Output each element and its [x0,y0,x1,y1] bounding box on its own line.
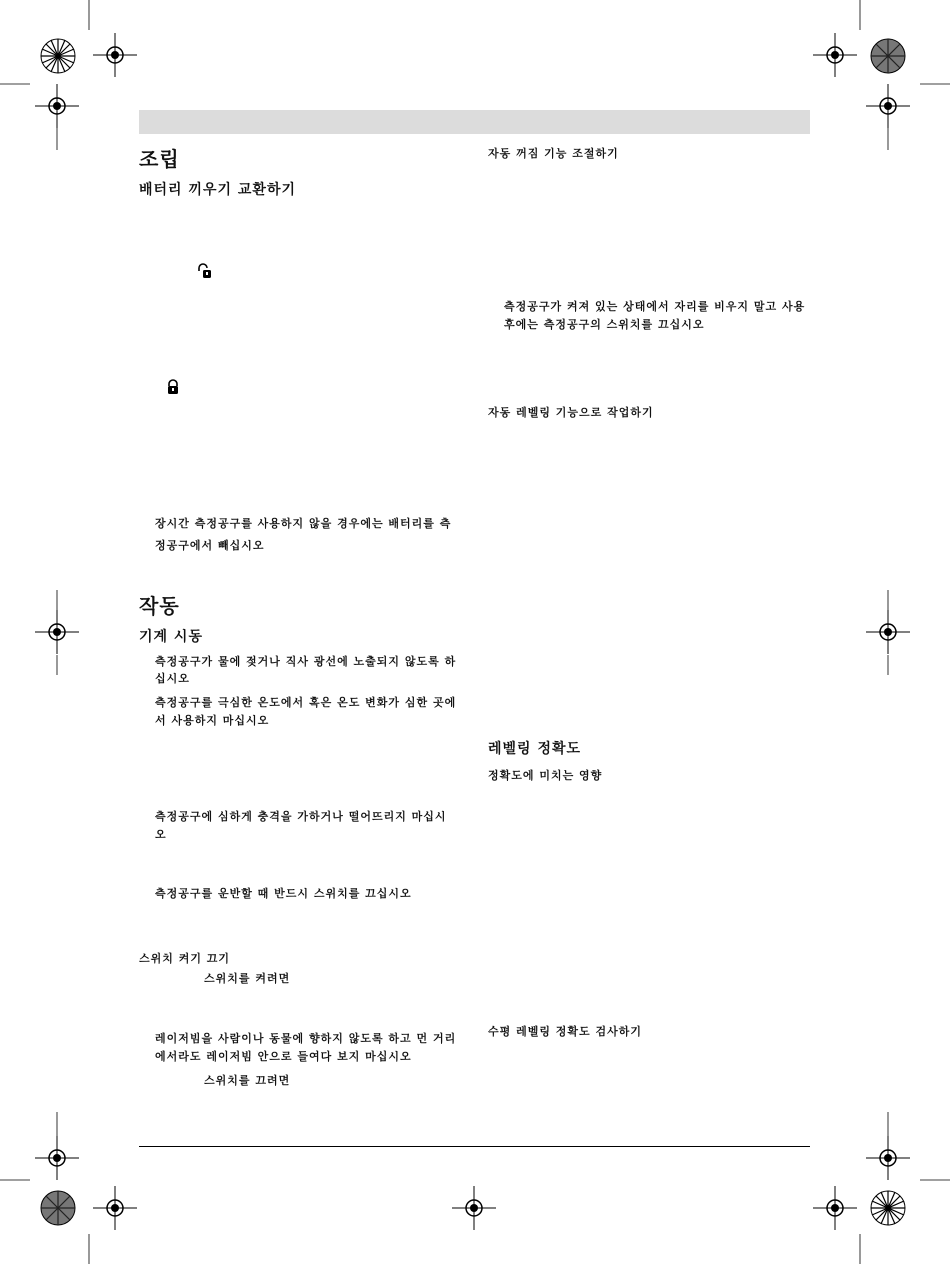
auto-level-heading: 자동 레벨링 기능으로 작업하기 [488,406,654,419]
section-title-operation: 작동 [139,594,180,618]
battery-note-line-2: 정공구에서 빼십시오 [155,539,265,552]
startup-heading: 기계 시동 [139,629,203,645]
header-bar [139,110,810,134]
unattended-warning-line-2: 후에는 측정공구의 스위치를 끄십시오 [504,318,705,331]
auto-off-heading: 자동 꺼짐 기능 조절하기 [488,147,619,160]
warning-temperature-line-2: 서 사용하지 마십시오 [155,714,270,727]
section-title-assembly: 조립 [139,147,180,171]
battery-note-line-1: 장시간 측정공구를 사용하지 않을 경우에는 배터리를 측 [155,517,452,530]
horizontal-check-heading: 수평 레벨링 정확도 검사하기 [488,1025,642,1038]
warning-impact-line-1: 측정공구에 심하게 충격을 가하거나 떨어뜨리지 마십시 [155,810,447,823]
unattended-warning-line-1: 측정공구가 켜져 있는 상태에서 자리를 비우지 말고 사용 [504,300,806,313]
warning-water-line-1: 측정공구가 물에 젖거나 직사 광선에 노출되지 않도록 하 [155,655,457,668]
laser-warning-line-2: 에서라도 레이저빔 안으로 들여다 보지 마십시오 [155,1050,412,1063]
warning-temperature-line-1: 측정공구를 극심한 온도에서 혹은 온도 변화가 심한 곳에 [155,696,457,709]
locked-padlock-icon [166,379,180,395]
warning-impact-line-2: 오 [155,828,167,841]
influences-heading: 정확도에 미치는 영향 [488,769,603,782]
switch-on-label: 스위치를 켜려면 [204,972,291,985]
accuracy-heading: 레벨링 정확도 [488,741,582,757]
warning-water-line-2: 십시오 [155,672,190,685]
switch-off-label: 스위치를 끄려면 [204,1074,291,1087]
footer-rule [139,1146,810,1147]
battery-heading: 배터리 끼우기 교환하기 [139,182,296,198]
switch-heading: 스위치 켜기 끄기 [139,952,231,965]
unlocked-padlock-icon [196,263,214,279]
laser-warning-line-1: 레이저빔을 사람이나 동물에 향하지 않도록 하고 먼 거리 [155,1032,457,1045]
warning-transport: 측정공구를 운반할 때 반드시 스위치를 끄십시오 [155,887,412,900]
